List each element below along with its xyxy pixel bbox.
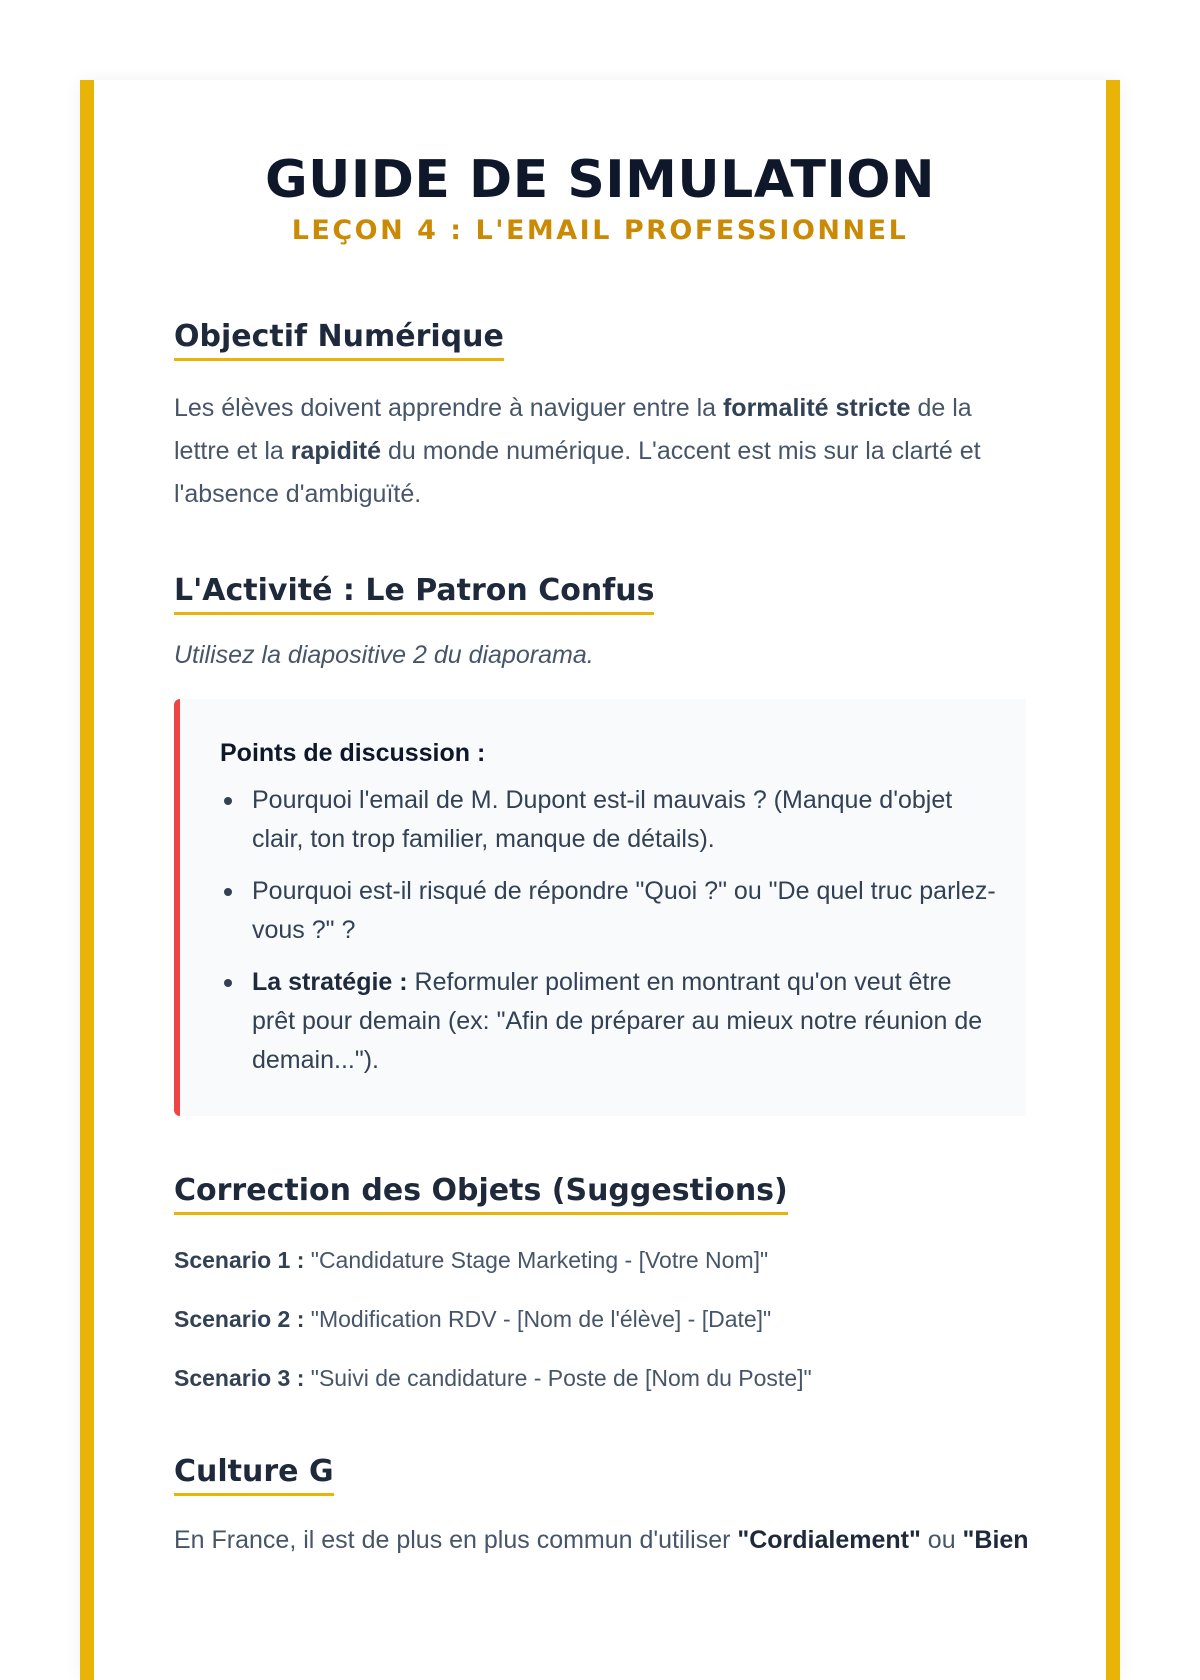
objectif-bold-1: formalité stricte [722, 394, 911, 422]
list-item [252, 781, 996, 859]
culture-text-2: ou [920, 1526, 963, 1554]
list-item [252, 963, 996, 1080]
point-text: Reformuler poliment en montrant qu'on veut être prêt pour demain (ex: "Afin de préparer au mieux notre réunion de demain..."). [252, 968, 983, 1074]
scenario-text: "Suivi de candidature - Poste de [Nom du Poste]" [304, 1365, 812, 1391]
callout-title: Points de discussion : [220, 739, 486, 767]
scenario-line [174, 1245, 1026, 1275]
bullet-icon [224, 888, 232, 896]
scenario-label: Scenario 1 : [174, 1247, 305, 1273]
point-text: Pourquoi est-il risqué de répondre "Quoi ?" ou "De quel truc parlez-vous ?" ? [252, 877, 996, 944]
discussion-callout [174, 699, 1026, 1116]
objectif-paragraph [174, 387, 1026, 516]
scenario-line [174, 1363, 1026, 1393]
culture-text-1: En France, il est de plus en plus commun d'utiliser [174, 1526, 738, 1554]
culture-bold-1: "Cordialement" [737, 1526, 921, 1554]
point-bold: La stratégie : [252, 968, 408, 996]
activite-instruction: Utilisez la diapositive 2 du diaporama. [174, 641, 594, 669]
objectif-bold-2: rapidité [290, 437, 382, 465]
bullet-icon [224, 979, 232, 987]
objectif-text-2: de la lettre et la [174, 394, 972, 465]
scenario-text: "Modification RDV - [Nom de l'élève] - [Date]" [304, 1306, 772, 1332]
document-page [80, 80, 1120, 1680]
scenario-label: Scenario 2 : [174, 1306, 305, 1332]
objectif-text-3: du monde numérique. L'accent est mis sur la clarté et l'absence d'ambiguïté. [174, 437, 981, 508]
section-heading-correction: Correction des Objets (Suggestions) [174, 1172, 788, 1215]
culture-bold-2: "Bien [962, 1526, 1029, 1554]
page-title: GUIDE DE SIMULATION [265, 150, 935, 210]
scenario-label: Scenario 3 : [174, 1365, 305, 1391]
discussion-list [220, 781, 996, 1080]
list-item [252, 872, 996, 950]
page-subtitle: LEÇON 4 : L'EMAIL PROFESSIONNEL [291, 215, 909, 246]
section-heading-objectif: Objectif Numérique [174, 318, 504, 361]
point-text: Pourquoi l'email de M. Dupont est-il mauvais ? (Manque d'objet clair, ton trop familier, manque de détails). [252, 786, 953, 853]
section-heading-culture: Culture G [174, 1453, 334, 1496]
section-heading-activite: L'Activité : Le Patron Confus [174, 572, 654, 615]
scenario-line [174, 1304, 1026, 1334]
bullet-icon [224, 797, 232, 805]
document-content [174, 80, 1029, 1560]
objectif-text-1: Les élèves doivent apprendre à naviguer entre la [174, 394, 723, 422]
scenario-text: "Candidature Stage Marketing - [Votre Nom]" [304, 1247, 769, 1273]
culture-paragraph [174, 1520, 1029, 1560]
